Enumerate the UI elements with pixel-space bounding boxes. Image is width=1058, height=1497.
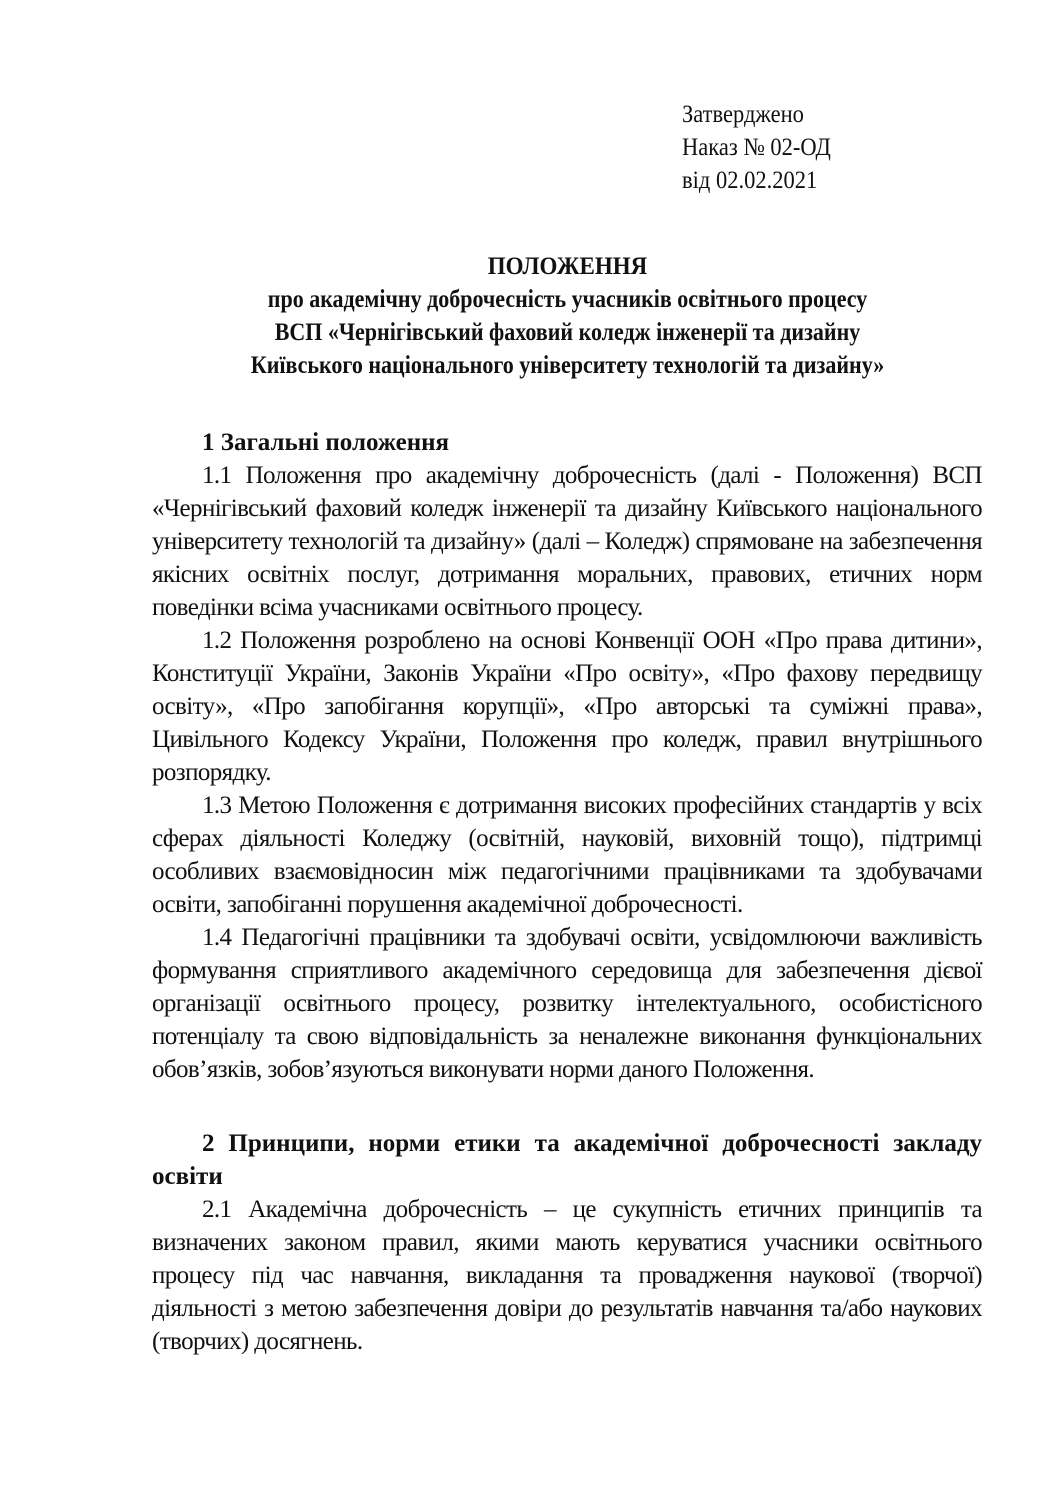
paragraph-2-1: 2.1 Академічна доброчесність – це сукупність етичних принципів та визначених законом правил, якими мають керуватися учасники освітнього процесу під час навчання, викладання та провадження наукової (творчої) діяльності з метою забезпечення довіри до результатів навчання та/або наукових (творчих) досягнень.: [152, 1196, 982, 1355]
section-heading: 1 Загальні положення: [202, 429, 450, 456]
order-number: Наказ № 02-ОД: [682, 134, 831, 161]
paragraph-1-3: 1.3 Метою Положення є дотримання високих професійних стандартів у всіх сферах діяльності Коледжу (освітній, науковій, виховній тощо), підтримці особливих взаємовідносин між педагогічними працівниками та здобувачами освіти, запобіганні порушення академічної доброчесності.: [152, 792, 982, 918]
order-date: від 02.02.2021: [682, 167, 818, 194]
section-heading: 2 Принципи, норми етики та академічної доброчесності закладу освіти: [152, 1130, 982, 1190]
paragraph-1-1: 1.1 Положення про академічну доброчесність (далі - Положення) ВСП «Чернігівський фаховий коледж інженерії та дизайну Київського національного університету технологій та дизайну» (далі – Коледж) спрямоване на забезпечення якісних освітніх послуг, дотримання моральних, правових, етичних норм поведінки всіма учасниками освітнього процесу.: [152, 462, 982, 621]
paragraph-1-4: 1.4 Педагогічні працівники та здобувачі освіти, усвідомлюючи важливість формування сприятливого академічного середовища для забезпечення дієвої організації освітнього процесу, розвитку інтелектуального, особистісного потенціалу та свою відповідальність за неналежне виконання функціональних обов’язків, зобов’язуються виконувати норми даного Положення.: [152, 924, 982, 1083]
section-principles: [152, 1127, 982, 1358]
approval-label: Затверджено: [682, 101, 804, 128]
title-subtitle-line-3: Київського національного університету технологій та дизайну»: [250, 352, 885, 379]
document-title: [150, 250, 985, 382]
title-main: ПОЛОЖЕННЯ: [487, 253, 648, 280]
paragraph-1-2: 1.2 Положення розроблено на основі Конвенції ООН «Про права дитини», Конституції України, Законів України «Про освіту», «Про фахову передвищу освіту», «Про запобігання корупції», «Про авторські та суміжні права», Цивільного Кодексу України, Положення про коледж, правил внутрішнього розпорядку.: [152, 627, 982, 786]
title-subtitle-line-2: ВСП «Чернігівський фаховий коледж інженерії та дизайну: [274, 319, 861, 346]
approval-stamp: [682, 98, 831, 197]
section-general-provisions: [152, 426, 982, 1086]
title-subtitle-line-1: про академічну доброчесність учасників освітнього процесу: [267, 286, 868, 313]
